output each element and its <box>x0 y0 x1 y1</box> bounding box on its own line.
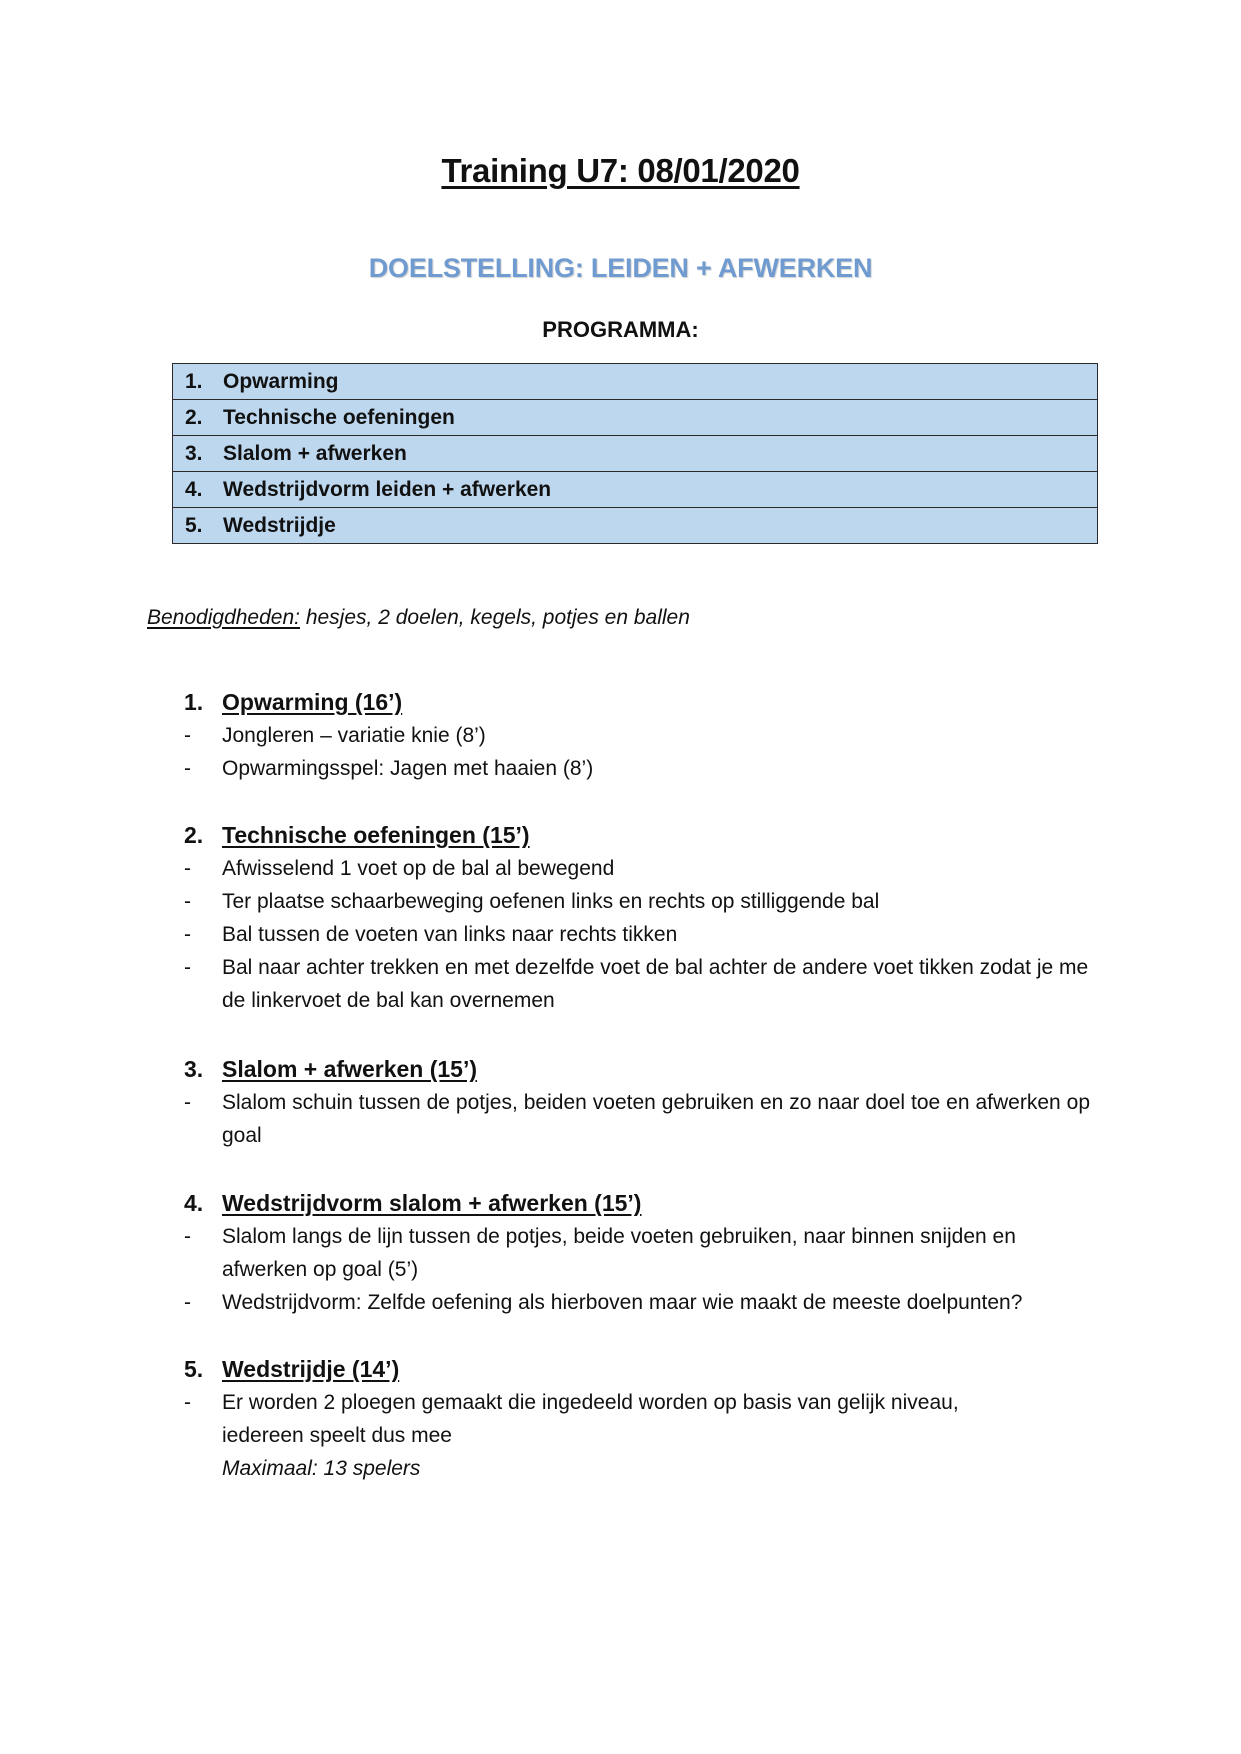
bullet-list <box>184 852 1090 1017</box>
program-row-number: 2. <box>185 405 203 429</box>
list-item-text: Opwarmingsspel: Jagen met haaien (8’) <box>222 757 594 780</box>
list-item <box>184 1286 1090 1319</box>
program-row-label: Opwarming <box>223 369 339 393</box>
list-item-text: Jongleren – variatie knie (8’) <box>222 724 486 747</box>
supplies-text: hesjes, 2 doelen, kegels, potjes en ballen <box>299 606 690 629</box>
dash-marker: - <box>184 923 191 946</box>
dash-marker: - <box>184 1091 191 1114</box>
section-title: Wedstrijdvorm slalom + afwerken (15’) <box>222 1190 642 1216</box>
bullet-list <box>184 719 1090 785</box>
section-slalom <box>184 1052 1090 1152</box>
program-row-number: 1. <box>185 369 203 393</box>
program-row-number: 4. <box>185 477 203 501</box>
section-number: 4. <box>184 1190 204 1216</box>
program-row <box>173 400 1098 436</box>
bullet-list <box>184 1386 1090 1485</box>
program-row <box>173 364 1098 400</box>
section-heading <box>184 1052 1090 1086</box>
list-item <box>184 852 1090 885</box>
section-number: 3. <box>184 1056 204 1082</box>
list-item-text: Ter plaatse schaarbeweging oefenen links en rechts op stilliggende bal <box>222 890 880 913</box>
section-technical <box>184 818 1090 1017</box>
program-row-label: Technische oefeningen <box>223 405 455 429</box>
list-item-text: Bal naar achter trekken en met dezelfde voet de bal achter de andere voet tikken zodat je me de linkervoet de bal kan overnemen <box>222 956 1089 1012</box>
list-item <box>184 719 1090 752</box>
program-row <box>173 436 1098 472</box>
list-item <box>184 951 1090 1017</box>
bullet-list <box>184 1086 1090 1152</box>
section-heading <box>184 1352 1090 1386</box>
dash-marker: - <box>184 1225 191 1248</box>
max-players-note: Maximaal: 13 spelers <box>222 1457 421 1480</box>
list-item <box>184 752 1090 785</box>
dash-marker: - <box>184 956 191 979</box>
list-item <box>184 918 1090 951</box>
section-heading <box>184 1186 1090 1220</box>
program-row-number: 5. <box>185 513 203 537</box>
list-item <box>184 885 1090 918</box>
section-match <box>184 1352 1090 1485</box>
program-row-label: Wedstrijdvorm leiden + afwerken <box>223 477 552 501</box>
list-item-text: Bal tussen de voeten van links naar rechts tikken <box>222 923 678 946</box>
list-item-text: Wedstrijdvorm: Zelfde oefening als hierboven maar wie maakt de meeste doelpunten? <box>222 1291 1023 1314</box>
list-item-text: Afwisselend 1 voet op de bal al bewegend <box>222 857 615 880</box>
program-row <box>173 472 1098 508</box>
program-row-label: Slalom + afwerken <box>223 441 407 465</box>
list-item <box>184 1220 1090 1286</box>
list-item-text: Er worden 2 ploegen gemaakt die ingedeeld worden op basis van gelijk niveau, iedereen speelt dus mee <box>222 1391 959 1447</box>
dash-marker: - <box>184 1391 191 1414</box>
bullet-list <box>184 1220 1090 1319</box>
section-number: 2. <box>184 822 204 848</box>
section-warmup <box>184 685 1090 785</box>
program-row-label: Wedstrijdje <box>223 513 336 537</box>
page-title: Training U7: 08/01/2020 <box>441 152 800 189</box>
list-item-text: Slalom langs de lijn tussen de potjes, beide voeten gebruiken, naar binnen snijden en afwerken op goal (5’) <box>222 1225 1016 1281</box>
list-item <box>184 1086 1090 1152</box>
section-title: Wedstrijdje (14’) <box>222 1356 400 1382</box>
section-title: Technische oefeningen (15’) <box>222 822 530 848</box>
program-row <box>173 508 1098 544</box>
section-number: 1. <box>184 689 204 715</box>
dash-marker: - <box>184 890 191 913</box>
section-number: 5. <box>184 1356 204 1382</box>
list-item-text: Slalom schuin tussen de potjes, beiden voeten gebruiken en zo naar doel toe en afwerken op goal <box>222 1091 1090 1147</box>
section-heading <box>184 818 1090 852</box>
dash-marker: - <box>184 1291 191 1314</box>
dash-marker: - <box>184 724 191 747</box>
program-table <box>172 363 1098 544</box>
section-heading <box>184 685 1090 719</box>
section-title: Slalom + afwerken (15’) <box>222 1056 478 1082</box>
section-title: Opwarming (16’) <box>222 689 403 715</box>
supplies-line <box>147 606 690 630</box>
dash-marker: - <box>184 757 191 780</box>
goal-heading: DOELSTELLING: LEIDEN + AFWERKEN <box>368 253 873 283</box>
list-item <box>184 1386 1090 1485</box>
dash-marker: - <box>184 857 191 880</box>
section-match-form <box>184 1186 1090 1319</box>
program-row-number: 3. <box>185 441 203 465</box>
supplies-label: Benodigdheden: <box>147 606 300 629</box>
program-heading: PROGRAMMA: <box>542 317 699 342</box>
